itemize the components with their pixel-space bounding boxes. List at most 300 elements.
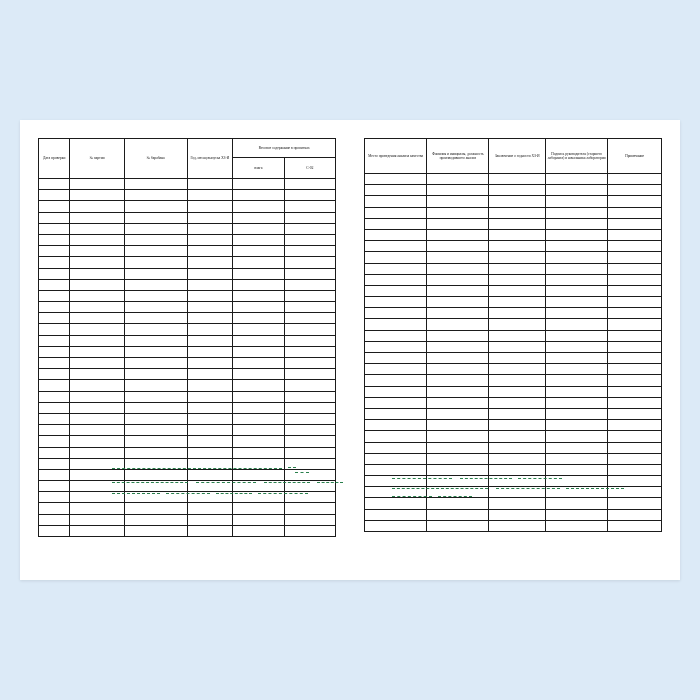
table-cell[interactable] [70,246,124,257]
table-cell[interactable] [427,297,489,308]
table-cell[interactable] [187,257,233,268]
table-cell[interactable] [187,190,233,201]
table-cell[interactable] [365,442,427,453]
table-row[interactable] [365,274,662,285]
table-cell[interactable] [284,436,335,447]
table-cell[interactable] [70,313,124,324]
table-cell[interactable] [489,185,546,196]
table-cell[interactable] [608,353,662,364]
table-row[interactable] [365,520,662,531]
table-row[interactable] [39,369,336,380]
table-row[interactable] [365,218,662,229]
table-cell[interactable] [70,257,124,268]
table-cell[interactable] [284,223,335,234]
table-cell[interactable] [70,358,124,369]
table-cell[interactable] [427,263,489,274]
table-cell[interactable] [187,324,233,335]
table-cell[interactable] [365,252,427,263]
table-cell[interactable] [427,207,489,218]
table-cell[interactable] [427,476,489,487]
table-cell[interactable] [70,279,124,290]
table-cell[interactable] [608,397,662,408]
table-cell[interactable] [70,436,124,447]
table-cell[interactable] [546,375,608,386]
table-cell[interactable] [70,223,124,234]
table-cell[interactable] [233,234,284,245]
table-cell[interactable] [427,464,489,475]
table-row[interactable] [365,397,662,408]
table-cell[interactable] [284,279,335,290]
table-cell[interactable] [124,369,187,380]
table-cell[interactable] [70,391,124,402]
table-cell[interactable] [546,453,608,464]
table-row[interactable] [39,525,336,536]
table-cell[interactable] [427,196,489,207]
table-cell[interactable] [365,386,427,397]
table-cell[interactable] [39,358,70,369]
table-cell[interactable] [365,464,427,475]
table-row[interactable] [39,257,336,268]
table-cell[interactable] [365,308,427,319]
table-row[interactable] [39,481,336,492]
table-cell[interactable] [39,234,70,245]
table-cell[interactable] [124,234,187,245]
table-cell[interactable] [70,369,124,380]
table-cell[interactable] [39,313,70,324]
table-cell[interactable] [187,413,233,424]
table-cell[interactable] [608,263,662,274]
table-cell[interactable] [427,520,489,531]
table-cell[interactable] [489,285,546,296]
table-cell[interactable] [546,397,608,408]
table-row[interactable] [39,447,336,458]
table-cell[interactable] [233,290,284,301]
table-cell[interactable] [233,402,284,413]
table-cell[interactable] [608,218,662,229]
table-cell[interactable] [39,346,70,357]
table-cell[interactable] [233,413,284,424]
table-cell[interactable] [427,341,489,352]
table-cell[interactable] [546,241,608,252]
table-cell[interactable] [365,229,427,240]
table-cell[interactable] [546,487,608,498]
table-row[interactable] [365,442,662,453]
table-row[interactable] [365,476,662,487]
table-cell[interactable] [124,346,187,357]
table-cell[interactable] [187,201,233,212]
table-cell[interactable] [427,375,489,386]
table-cell[interactable] [284,335,335,346]
table-cell[interactable] [233,313,284,324]
table-cell[interactable] [124,324,187,335]
table-row[interactable] [39,514,336,525]
table-cell[interactable] [124,335,187,346]
table-cell[interactable] [187,358,233,369]
table-cell[interactable] [546,330,608,341]
table-cell[interactable] [187,313,233,324]
table-cell[interactable] [427,241,489,252]
table-cell[interactable] [489,308,546,319]
table-cell[interactable] [365,375,427,386]
table-cell[interactable] [233,514,284,525]
table-cell[interactable] [124,358,187,369]
table-cell[interactable] [365,297,427,308]
table-cell[interactable] [233,436,284,447]
table-cell[interactable] [233,369,284,380]
table-cell[interactable] [546,297,608,308]
table-cell[interactable] [233,458,284,469]
table-cell[interactable] [70,346,124,357]
table-cell[interactable] [489,274,546,285]
table-row[interactable] [39,201,336,212]
table-row[interactable] [39,335,336,346]
table-cell[interactable] [546,498,608,509]
table-cell[interactable] [187,425,233,436]
table-cell[interactable] [124,425,187,436]
table-cell[interactable] [427,174,489,185]
table-row[interactable] [39,346,336,357]
table-cell[interactable] [608,297,662,308]
table-cell[interactable] [124,279,187,290]
table-cell[interactable] [187,402,233,413]
table-cell[interactable] [39,302,70,313]
table-cell[interactable] [39,514,70,525]
table-cell[interactable] [608,330,662,341]
table-row[interactable] [39,290,336,301]
table-cell[interactable] [546,420,608,431]
table-cell[interactable] [427,285,489,296]
table-cell[interactable] [427,487,489,498]
table-cell[interactable] [546,353,608,364]
table-row[interactable] [39,302,336,313]
table-cell[interactable] [546,218,608,229]
table-cell[interactable] [608,364,662,375]
table-cell[interactable] [233,525,284,536]
table-cell[interactable] [233,257,284,268]
table-cell[interactable] [39,279,70,290]
table-row[interactable] [365,408,662,419]
table-cell[interactable] [233,492,284,503]
table-cell[interactable] [427,353,489,364]
table-cell[interactable] [284,302,335,313]
table-cell[interactable] [39,380,70,391]
table-cell[interactable] [39,290,70,301]
table-cell[interactable] [233,391,284,402]
table-cell[interactable] [124,436,187,447]
table-cell[interactable] [608,252,662,263]
table-row[interactable] [365,330,662,341]
table-cell[interactable] [39,190,70,201]
table-cell[interactable] [489,431,546,442]
table-row[interactable] [365,509,662,520]
table-cell[interactable] [284,514,335,525]
table-cell[interactable] [187,212,233,223]
table-row[interactable] [39,179,336,190]
table-cell[interactable] [124,525,187,536]
table-cell[interactable] [489,442,546,453]
table-cell[interactable] [124,290,187,301]
table-cell[interactable] [124,481,187,492]
table-row[interactable] [39,402,336,413]
table-cell[interactable] [284,481,335,492]
table-cell[interactable] [187,447,233,458]
table-cell[interactable] [427,252,489,263]
table-cell[interactable] [233,380,284,391]
table-cell[interactable] [546,252,608,263]
table-cell[interactable] [365,341,427,352]
table-cell[interactable] [546,386,608,397]
table-cell[interactable] [233,279,284,290]
table-cell[interactable] [70,201,124,212]
table-cell[interactable] [187,391,233,402]
table-cell[interactable] [284,492,335,503]
table-cell[interactable] [187,380,233,391]
table-cell[interactable] [365,218,427,229]
table-cell[interactable] [284,447,335,458]
table-cell[interactable] [124,190,187,201]
table-cell[interactable] [187,492,233,503]
table-cell[interactable] [284,469,335,480]
table-cell[interactable] [233,425,284,436]
table-cell[interactable] [284,503,335,514]
table-cell[interactable] [284,369,335,380]
table-cell[interactable] [284,413,335,424]
table-cell[interactable] [365,476,427,487]
table-cell[interactable] [39,268,70,279]
table-cell[interactable] [124,302,187,313]
table-cell[interactable] [39,179,70,190]
table-row[interactable] [365,375,662,386]
table-row[interactable] [39,324,336,335]
table-cell[interactable] [365,241,427,252]
table-cell[interactable] [608,476,662,487]
table-cell[interactable] [608,509,662,520]
table-cell[interactable] [284,346,335,357]
table-cell[interactable] [546,509,608,520]
table-cell[interactable] [233,358,284,369]
table-cell[interactable] [489,229,546,240]
table-cell[interactable] [489,364,546,375]
table-cell[interactable] [187,290,233,301]
table-cell[interactable] [70,413,124,424]
table-cell[interactable] [608,375,662,386]
table-row[interactable] [39,391,336,402]
table-cell[interactable] [546,364,608,375]
table-cell[interactable] [608,386,662,397]
table-cell[interactable] [427,330,489,341]
table-cell[interactable] [70,447,124,458]
table-cell[interactable] [489,196,546,207]
table-cell[interactable] [427,397,489,408]
table-cell[interactable] [608,185,662,196]
table-cell[interactable] [608,487,662,498]
table-cell[interactable] [365,408,427,419]
table-cell[interactable] [70,234,124,245]
table-cell[interactable] [39,335,70,346]
table-cell[interactable] [427,408,489,419]
table-cell[interactable] [365,174,427,185]
table-cell[interactable] [39,257,70,268]
table-row[interactable] [365,431,662,442]
table-cell[interactable] [187,346,233,357]
table-row[interactable] [365,487,662,498]
table-cell[interactable] [546,263,608,274]
table-cell[interactable] [546,476,608,487]
table-cell[interactable] [233,212,284,223]
table-cell[interactable] [546,185,608,196]
table-cell[interactable] [365,509,427,520]
table-row[interactable] [365,364,662,375]
table-cell[interactable] [608,453,662,464]
table-cell[interactable] [546,319,608,330]
table-cell[interactable] [39,324,70,335]
table-cell[interactable] [608,229,662,240]
table-cell[interactable] [365,353,427,364]
table-cell[interactable] [284,391,335,402]
table-cell[interactable] [70,458,124,469]
table-cell[interactable] [608,408,662,419]
table-cell[interactable] [489,520,546,531]
table-cell[interactable] [70,492,124,503]
table-cell[interactable] [70,290,124,301]
table-row[interactable] [39,190,336,201]
table-row[interactable] [39,279,336,290]
table-cell[interactable] [284,201,335,212]
table-row[interactable] [365,185,662,196]
table-cell[interactable] [233,179,284,190]
table-cell[interactable] [124,469,187,480]
table-cell[interactable] [365,397,427,408]
table-row[interactable] [39,268,336,279]
table-row[interactable] [39,234,336,245]
table-cell[interactable] [608,285,662,296]
table-row[interactable] [39,436,336,447]
table-cell[interactable] [39,223,70,234]
table-cell[interactable] [284,313,335,324]
table-cell[interactable] [124,391,187,402]
table-row[interactable] [39,503,336,514]
table-cell[interactable] [427,386,489,397]
table-cell[interactable] [187,436,233,447]
table-cell[interactable] [124,223,187,234]
table-cell[interactable] [608,341,662,352]
table-row[interactable] [39,313,336,324]
table-row[interactable] [39,358,336,369]
table-cell[interactable] [546,341,608,352]
table-cell[interactable] [365,364,427,375]
table-cell[interactable] [124,268,187,279]
table-cell[interactable] [489,297,546,308]
table-cell[interactable] [489,252,546,263]
table-cell[interactable] [233,481,284,492]
table-cell[interactable] [427,308,489,319]
table-cell[interactable] [365,330,427,341]
table-cell[interactable] [365,285,427,296]
table-row[interactable] [39,380,336,391]
table-row[interactable] [365,453,662,464]
table-cell[interactable] [365,196,427,207]
table-cell[interactable] [187,246,233,257]
table-cell[interactable] [70,179,124,190]
table-cell[interactable] [489,218,546,229]
table-cell[interactable] [608,442,662,453]
table-cell[interactable] [233,469,284,480]
table-cell[interactable] [39,503,70,514]
table-cell[interactable] [608,431,662,442]
table-row[interactable] [365,420,662,431]
table-row[interactable] [39,413,336,424]
table-cell[interactable] [187,469,233,480]
table-cell[interactable] [489,408,546,419]
table-cell[interactable] [70,514,124,525]
table-cell[interactable] [284,246,335,257]
table-row[interactable] [39,246,336,257]
table-cell[interactable] [284,358,335,369]
table-row[interactable] [365,252,662,263]
table-cell[interactable] [284,425,335,436]
table-row[interactable] [365,308,662,319]
table-cell[interactable] [124,179,187,190]
table-cell[interactable] [187,234,233,245]
table-cell[interactable] [233,223,284,234]
table-cell[interactable] [365,487,427,498]
table-cell[interactable] [365,431,427,442]
table-cell[interactable] [489,386,546,397]
table-cell[interactable] [427,453,489,464]
table-cell[interactable] [489,476,546,487]
table-cell[interactable] [284,525,335,536]
table-cell[interactable] [427,364,489,375]
table-cell[interactable] [70,469,124,480]
table-cell[interactable] [427,420,489,431]
table-cell[interactable] [39,212,70,223]
table-cell[interactable] [427,431,489,442]
table-cell[interactable] [233,324,284,335]
table-cell[interactable] [187,514,233,525]
table-cell[interactable] [284,179,335,190]
table-cell[interactable] [365,185,427,196]
table-cell[interactable] [365,498,427,509]
table-cell[interactable] [546,520,608,531]
table-row[interactable] [39,458,336,469]
table-cell[interactable] [284,402,335,413]
table-cell[interactable] [124,201,187,212]
table-cell[interactable] [546,408,608,419]
table-cell[interactable] [233,503,284,514]
table-cell[interactable] [427,498,489,509]
table-cell[interactable] [233,447,284,458]
table-cell[interactable] [39,369,70,380]
table-cell[interactable] [70,335,124,346]
table-cell[interactable] [284,324,335,335]
table-cell[interactable] [187,503,233,514]
table-cell[interactable] [365,263,427,274]
table-cell[interactable] [427,274,489,285]
table-cell[interactable] [70,481,124,492]
table-cell[interactable] [608,196,662,207]
table-cell[interactable] [546,308,608,319]
table-cell[interactable] [489,241,546,252]
table-cell[interactable] [284,212,335,223]
table-row[interactable] [365,319,662,330]
table-row[interactable] [365,498,662,509]
table-cell[interactable] [39,525,70,536]
table-cell[interactable] [124,402,187,413]
table-cell[interactable] [39,481,70,492]
table-cell[interactable] [489,263,546,274]
table-row[interactable] [365,341,662,352]
table-row[interactable] [39,469,336,480]
